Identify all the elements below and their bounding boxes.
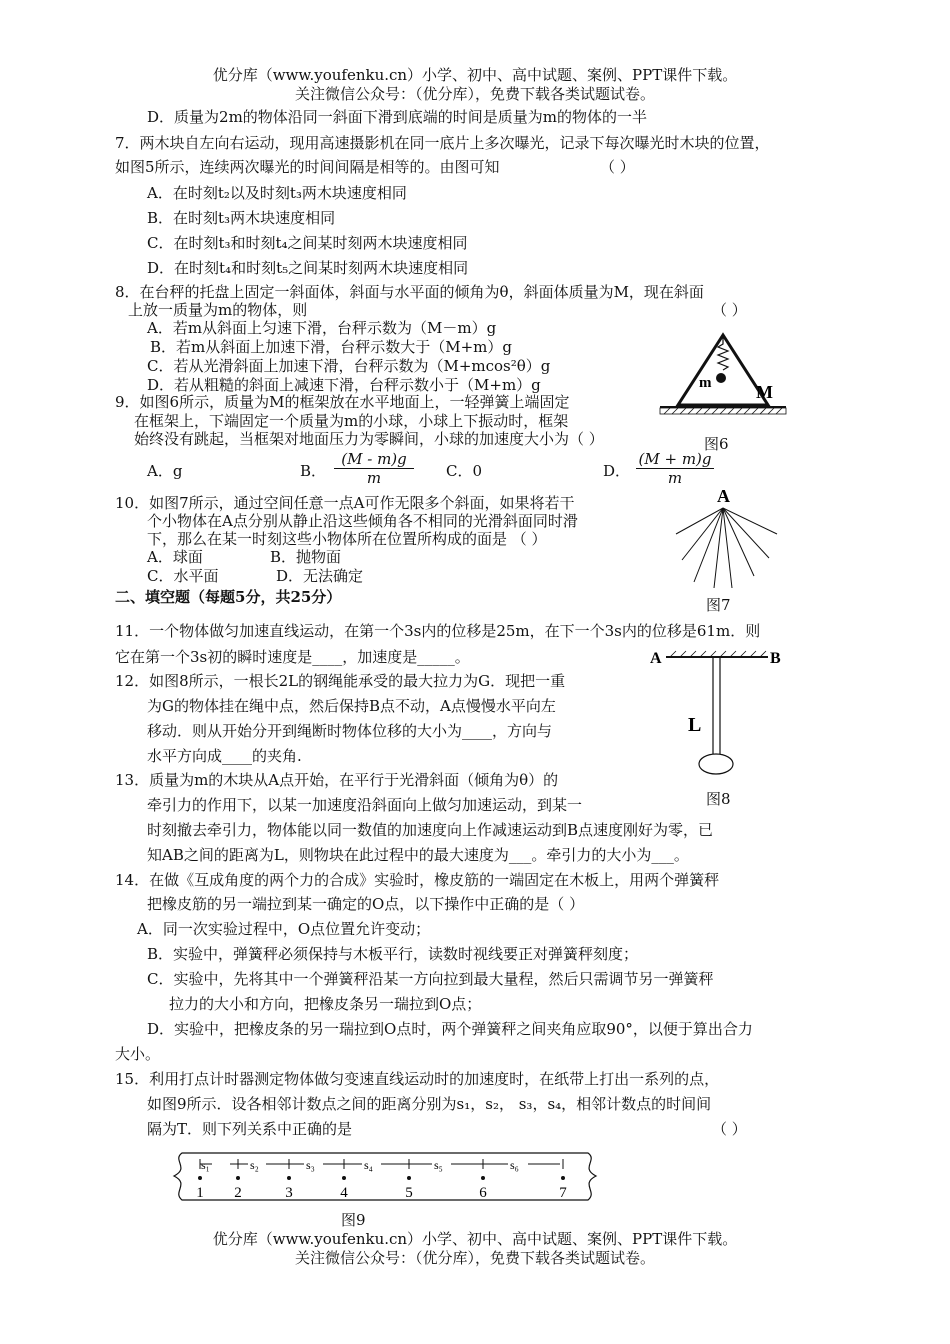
q15-line-2: 如图9所示．设各相邻计数点之间的距离分别为s₁，s₂， s₃，s₄，相邻计数点的时间间	[147, 1095, 712, 1113]
q7-option-c: C．在时刻t₃和时刻t₄之间某时刻两木块速度相同	[147, 234, 468, 252]
q13-line-4: 知AB之间的距离为L，则物块在此过程中的最大速度为___。牵引力的大小为___。	[147, 846, 689, 864]
figure-6	[658, 330, 788, 420]
q14-option-a: A．同一次实验过程中，O点位置允许变动；	[137, 920, 431, 938]
q8-option-d: D．若从粗糙的斜面上减速下滑，台秤示数小于（M+m）g	[147, 376, 541, 394]
q9-option-d-fraction	[636, 450, 714, 487]
fig9-point-4: 4	[340, 1185, 348, 1201]
fig9-segment-s5: s₅	[434, 1158, 443, 1172]
fig9-point-3: 3	[285, 1185, 293, 1201]
q14-line-1: 14．在做《互成角度的两个力的合成》实验时，橡皮筋的一端固定在木板上，用两个弹簧秤	[115, 871, 720, 889]
q8-answer-paren: （ ）	[712, 301, 747, 319]
figure-8	[650, 645, 790, 775]
q8-stem-2: 上放一质量为m的物体，则	[128, 301, 308, 319]
header-line-1: 优分库（www.youfenku.cn）小学、初中、高中试题、案例、PPT课件下载。	[212, 66, 738, 84]
q10-stem-2: 个小物体在A点分别从静止沿这些倾角各不相同的光滑斜面同时滑	[147, 512, 578, 530]
fig7-point-a: A	[717, 486, 730, 506]
q11-line-1: 11．一个物体做匀加速直线运动，在第一个3s内的位移是25m，在下一个3s内的位移是61m．则	[115, 622, 761, 640]
q10-option-d: D．无法确定	[276, 567, 364, 585]
fig8-length-label: L	[688, 714, 702, 736]
q10-stem-3: 下，那么在某一时刻这些小物体所在位置所构成的面是 （ ）	[147, 530, 547, 548]
q8-option-b: B．若m从斜面上加速下滑，台秤示数大于（M+m）g	[150, 338, 513, 356]
footer-line-1: 优分库（www.youfenku.cn）小学、初中、高中试题、案例、PPT课件下载。	[212, 1230, 738, 1248]
fig6-small-m: m	[699, 375, 712, 391]
q7-option-a: A．在时刻t₂以及时刻t₃两木块速度相同	[147, 184, 407, 202]
section-2-heading: 二、填空题（每题5分，共25分）	[115, 588, 342, 606]
q12-line-1: 12．如图8所示，一根长2L的钢绳能承受的最大拉力为G．现把一重	[115, 672, 566, 690]
q7-stem-2: 如图5所示，连续两次曝光的时间间隔是相等的。由图可知	[115, 158, 500, 176]
q10-option-a: A．球面	[147, 548, 203, 566]
fig6-big-m: M	[756, 382, 773, 402]
q13-line-1: 13．质量为m的木块从A点开始，在平行于光滑斜面（倾角为θ）的	[115, 771, 559, 789]
q9-option-b-denominator: m	[366, 469, 382, 487]
q9-option-b-label: B．	[300, 462, 327, 480]
q13-line-3: 时刻撤去牵引力，物体能以同一数值的加速度向上作减速运动到B点速度刚好为零，已	[147, 821, 714, 839]
fig7-incline-lines	[676, 508, 777, 588]
q9-option-b-numerator: (M - m)g	[334, 450, 414, 469]
fig9-segment-s6: s₆	[510, 1158, 519, 1172]
header-line-2: 关注微信公众号：（优分库），免费下载各类试题试卷。	[294, 85, 655, 103]
q9-stem-1: 9．如图6所示，质量为M的框架放在水平地面上，一轻弹簧上端固定	[115, 393, 570, 411]
q14-option-b: B．实验中，弹簧秤必须保持与木板平行，读数时视线要正对弹簧秤刻度；	[147, 945, 639, 963]
q9-stem-3: 始终没有跳起，当框架对地面压力为零瞬间，小球的加速度大小为（ ）	[134, 430, 604, 448]
q6-option-d: D．质量为2m的物体沿同一斜面下滑到底端的时间是质量为m的物体的一半	[147, 108, 648, 126]
q11-line-2: 它在第一个3s初的瞬时速度是____，加速度是_____。	[115, 648, 470, 666]
q7-option-b: B．在时刻t₃两木块速度相同	[147, 209, 336, 227]
q15-line-3: 隔为T．则下列关系中正确的是	[147, 1120, 353, 1138]
q12-line-2: 为G的物体挂在绳中点，然后保持B点不动，A点慢慢水平向左	[147, 697, 556, 715]
q14-option-c-line-2: 拉力的大小和方向，把橡皮条另一瑞拉到O点；	[169, 995, 482, 1013]
q9-option-d-denominator: m	[667, 469, 683, 487]
fig9-segment-s2: s₂	[250, 1158, 259, 1172]
q10-stem-1: 10．如图7所示，通过空间任意一点A可作无限多个斜面，如果将若干	[115, 494, 575, 512]
q7-answer-paren: （ ）	[600, 158, 635, 176]
fig9-point-7: 7	[559, 1185, 567, 1201]
footer-line-2: 关注微信公众号：（优分库），免费下载各类试题试卷。	[294, 1249, 655, 1267]
figure-6-caption: 图6	[704, 435, 729, 453]
fig9-point-1: 1	[196, 1185, 204, 1201]
q13-line-2: 牵引力的作用下，以某一加速度沿斜面向上做匀加速运动，到某一	[147, 796, 583, 814]
figure-7	[666, 484, 786, 594]
fig9-point-5: 5	[405, 1185, 413, 1201]
q15-answer-paren: （ ）	[712, 1120, 747, 1138]
figure-8-caption: 图8	[706, 790, 731, 808]
fig8-point-a: A	[650, 650, 662, 667]
fig9-segment-s4: s₄	[364, 1158, 373, 1172]
fig8-weight-icon	[699, 754, 733, 774]
q9-option-d-label: D．	[603, 462, 631, 480]
q14-option-c-line-1: C．实验中，先将其中一个弹簧秤沿某一方向拉到最大量程，然后只需调节另一弹簧秤	[147, 970, 714, 988]
q14-option-d-line-2: 大小。	[115, 1045, 161, 1063]
figure-9	[168, 1148, 608, 1208]
fig9-segment-s1: s₁	[201, 1158, 210, 1172]
fig9-point-6: 6	[479, 1185, 487, 1201]
q10-option-c: C．水平面	[147, 567, 219, 585]
fig9-segment-s3: s₃	[306, 1158, 315, 1172]
q12-line-4: 水平方向成____的夹角.	[147, 747, 302, 765]
q14-option-d-line-1: D．实验中，把橡皮条的另一瑞拉到O点时，两个弹簧秤之间夹角应取90°，以便于算出合力	[147, 1020, 753, 1038]
q8-stem-1: 8．在台秤的托盘上固定一斜面体，斜面与水平面的倾角为θ，斜面体质量为M，现在斜面	[115, 283, 704, 301]
fig8-point-b: B	[770, 650, 781, 667]
q9-option-b-fraction	[334, 450, 414, 487]
q15-line-1: 15．利用打点计时器测定物体做匀变速直线运动时的加速度时，在纸带上打出一系列的点，	[115, 1070, 720, 1088]
figure-7-caption: 图7	[706, 596, 731, 614]
fig9-point-2: 2	[234, 1185, 242, 1201]
q7-stem-1: 7．两木块自左向右运动，现用高速摄影机在同一底片上多次曝光，记录下每次曝光时木块的位置，	[115, 134, 770, 152]
q9-option-d-numerator: (M + m)g	[636, 450, 714, 469]
q9-option-c: C．0	[446, 462, 483, 480]
q10-option-b: B．抛物面	[270, 548, 342, 566]
q9-option-a: A．g	[147, 462, 183, 480]
q8-option-c: C．若从光滑斜面上加速下滑，台秤示数为（M+mcos²θ）g	[147, 357, 551, 375]
q12-line-3: 移动．则从开始分开到绳断时物体位移的大小为____，方向与	[147, 722, 553, 740]
q14-line-2: 把橡皮筋的另一端拉到某一确定的O点，以下操作中正确的是（ ）	[147, 895, 585, 913]
q9-stem-2: 在框架上，下端固定一个质量为m的小球，小球上下振动时，框架	[134, 412, 569, 430]
q8-option-a: A．若m从斜面上匀速下滑，台秤示数为（M－m）g	[147, 319, 497, 337]
q7-option-d: D．在时刻t₄和时刻t₅之间某时刻两木块速度相同	[147, 259, 469, 277]
ball-icon	[716, 373, 726, 383]
figure-9-caption: 图9	[341, 1211, 366, 1229]
